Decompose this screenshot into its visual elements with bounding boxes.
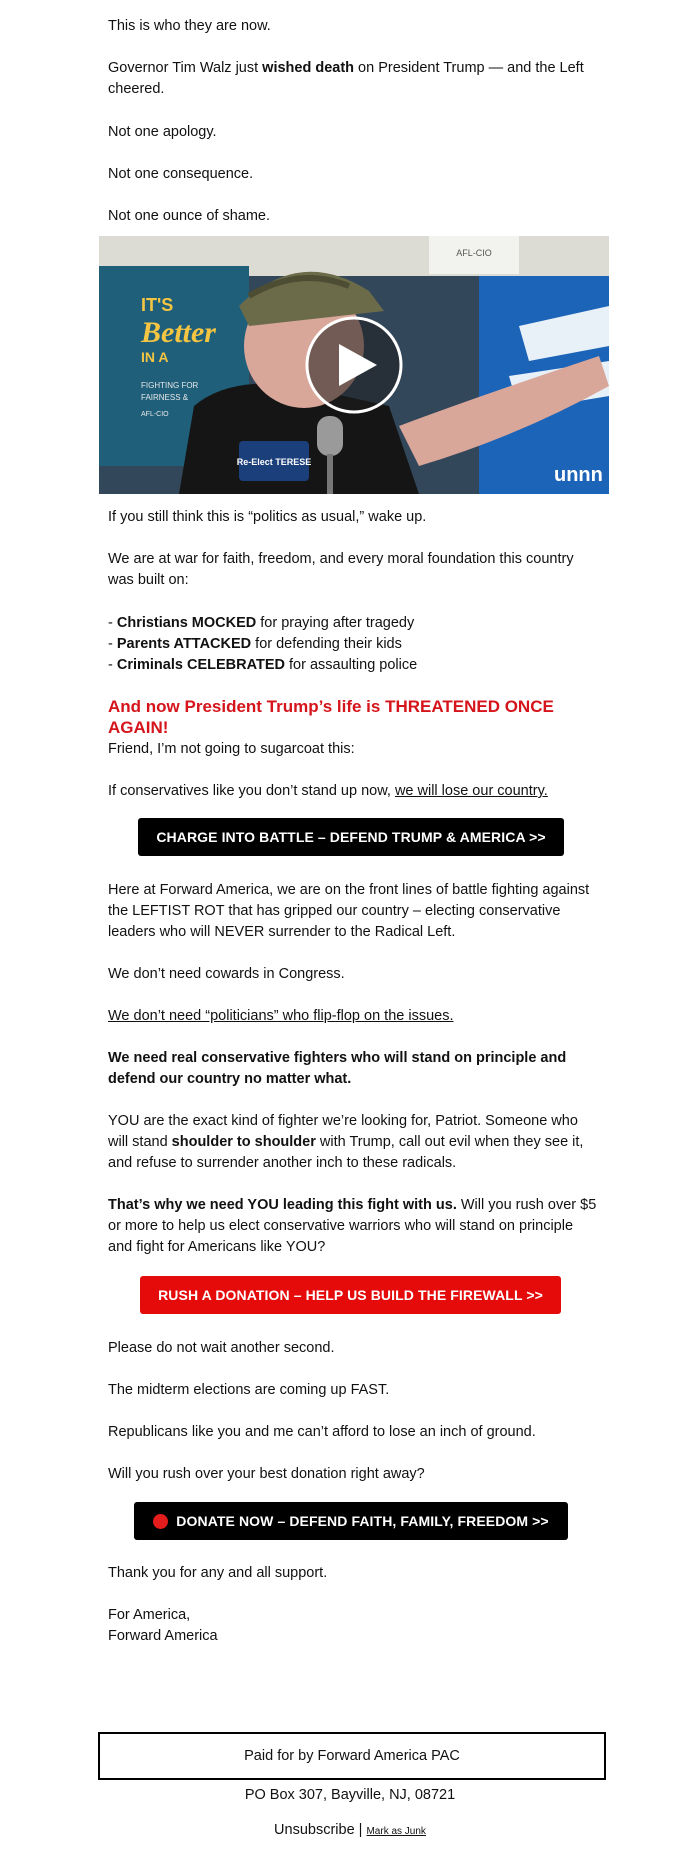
sign-better-text: Better bbox=[141, 316, 216, 349]
bullet-list bbox=[108, 613, 598, 676]
paragraph-politics: If you still think this is “politics as usual,” wake up. bbox=[108, 509, 427, 525]
text: - bbox=[108, 657, 117, 673]
paid-for-text: Paid for by Forward America PAC bbox=[244, 1748, 460, 1764]
text: for defending their kids bbox=[251, 636, 402, 652]
text: on President Trump — and the Left cheered. bbox=[108, 60, 584, 97]
paragraph-conservatives bbox=[108, 781, 598, 802]
sign-its-text: IT'S bbox=[141, 295, 174, 315]
text: for assaulting police bbox=[284, 657, 418, 673]
paragraph-war: We are at war for faith, freedom, and every moral foundation this country was built on: bbox=[108, 551, 574, 588]
bold-text: That’s why we need YOU leading this fight with us. bbox=[108, 1197, 457, 1213]
paragraph-thank-you: Thank you for any and all support. bbox=[108, 1565, 328, 1581]
text: - bbox=[108, 636, 117, 652]
paragraph-consequence: Not one consequence. bbox=[108, 166, 254, 182]
list-item bbox=[108, 634, 598, 655]
unsubscribe-link[interactable]: Unsubscribe bbox=[274, 1822, 355, 1838]
text: Governor Tim Walz just bbox=[108, 60, 263, 76]
donate-now-button[interactable] bbox=[134, 1502, 568, 1540]
paragraph-friend: Friend, I’m not going to sugarcoat this: bbox=[108, 741, 355, 757]
paragraph-cowards: We don’t need cowards in Congress. bbox=[108, 966, 345, 982]
underline-link[interactable]: We don’t need “politicians” who flip-flop on the issues. bbox=[108, 1008, 454, 1024]
signature-line-2: Forward America bbox=[108, 1628, 218, 1644]
list-item bbox=[108, 655, 598, 676]
text: - bbox=[108, 615, 117, 631]
paragraph-republicans: Republicans like you and me can’t afford to lose an inch of ground. bbox=[108, 1424, 536, 1440]
headline-red: And now President Trump’s life is THREATENED ONCE AGAIN! bbox=[108, 697, 554, 737]
paragraph-best-donation: Will you rush over your best donation right away? bbox=[108, 1466, 425, 1482]
rush-donation-button[interactable]: RUSH A DONATION – HELP US BUILD THE FIREWALL >> bbox=[140, 1276, 561, 1314]
paid-for-box bbox=[98, 1732, 606, 1780]
address-text: PO Box 307, Bayville, NJ, 08721 bbox=[244, 1787, 456, 1803]
paragraph-donation-ask bbox=[108, 1195, 598, 1258]
paragraph-patriot bbox=[108, 1111, 598, 1174]
bold-text: wished death bbox=[262, 60, 355, 76]
bold-text: shoulder to shoulder bbox=[171, 1134, 316, 1150]
text: Will you rush over $5 or more to help us elect conservative warriors who will stand on principle and fight for Americans like YOU? bbox=[108, 1197, 597, 1255]
paragraph-intro: This is who they are now. bbox=[108, 18, 271, 34]
paragraph-shame: Not one ounce of shame. bbox=[108, 208, 271, 224]
video-thumbnail[interactable] bbox=[99, 236, 609, 494]
unsubscribe-line bbox=[0, 1822, 700, 1838]
sign-aflcio-text: AFL-CIO bbox=[141, 411, 169, 418]
paragraph-apology: Not one apology. bbox=[108, 124, 217, 140]
badge-text: Re-Elect TERESE bbox=[236, 457, 312, 467]
sign-right-text: unnn bbox=[554, 464, 603, 486]
sign-fairness-text: FAIRNESS & bbox=[141, 393, 189, 402]
paragraph-politicians[interactable] bbox=[108, 1006, 598, 1027]
text: YOU are the exact kind of fighter we’re looking for, Patriot. Someone who will stand bbox=[108, 1113, 578, 1150]
paragraph-forward-america: Here at Forward America, we are on the front lines of battle fighting against the LEFTIST ROT that has gripped our country – electing conservative leaders who will NEVER surrender to the Radical Left. bbox=[108, 882, 590, 940]
charge-into-battle-button[interactable]: CHARGE INTO BATTLE – DEFEND TRUMP & AMERICA >> bbox=[138, 818, 564, 856]
red-circle-icon bbox=[153, 1514, 168, 1529]
text: with Trump, call out evil when they see it, and refuse to surrender another inch to these radicals. bbox=[108, 1134, 584, 1171]
sign-in-text: IN A bbox=[141, 349, 169, 365]
paragraph-midterms: The midterm elections are coming up FAST. bbox=[108, 1382, 390, 1398]
aflcio-top-text: AFL-CIO bbox=[456, 248, 492, 258]
paragraph-do-not-wait: Please do not wait another second. bbox=[108, 1340, 335, 1356]
bold-text: Christians MOCKED bbox=[116, 615, 257, 631]
sign-fighting-text: FIGHTING FOR bbox=[141, 381, 199, 390]
mark-as-junk-link[interactable]: Mark as Junk bbox=[366, 1826, 426, 1837]
video-scene bbox=[99, 236, 609, 494]
bold-text: Criminals CELEBRATED bbox=[116, 657, 285, 673]
underline-link[interactable]: we will lose our country. bbox=[394, 783, 548, 799]
list-item bbox=[108, 613, 598, 634]
text: for praying after tragedy bbox=[256, 615, 415, 631]
text: If conservatives like you don’t stand up now, bbox=[108, 783, 395, 799]
separator-text: | bbox=[354, 1822, 367, 1838]
bold-text: Parents ATTACKED bbox=[116, 636, 252, 652]
button-label: DONATE NOW – DEFEND FAITH, FAMILY, FREEDOM >> bbox=[176, 1513, 549, 1529]
paragraph-real-fighters: We need real conservative fighters who will stand on principle and defend our country no matter what. bbox=[108, 1050, 567, 1087]
paragraph-walz bbox=[108, 58, 598, 100]
signature-line-1: For America, bbox=[108, 1607, 191, 1623]
